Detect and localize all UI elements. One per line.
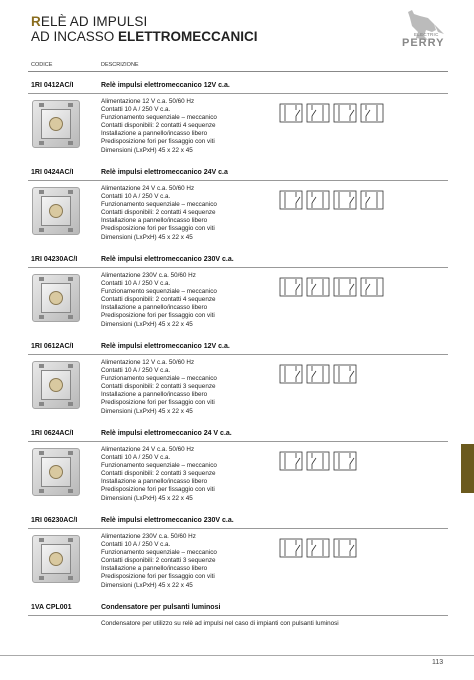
spec-line: Funzionamento sequenziale – meccanico (101, 201, 217, 209)
column-header-code: CODICE (31, 62, 53, 68)
terminal (39, 190, 44, 194)
spec-line: Alimentazione 12 V c.a. 50/60 Hz (101, 98, 195, 105)
terminal (39, 228, 44, 232)
product-specs (101, 98, 217, 155)
sequence-symbol (307, 539, 329, 557)
footer-divider (0, 655, 474, 656)
terminal (68, 228, 73, 232)
terminal (68, 489, 73, 493)
spec-line: Predisposizione fori per fissaggio con viti (101, 225, 215, 233)
product-divider (28, 528, 448, 529)
sequence-symbol (307, 191, 329, 209)
logo-name: PERRY (402, 37, 445, 49)
terminal (68, 190, 73, 194)
relay-knob (49, 378, 63, 392)
spec-line: Contatti disponibili: 2 contatti 3 sequenze (101, 383, 216, 391)
terminal (68, 451, 73, 455)
terminal (68, 103, 73, 107)
spec-line: Predisposizione fori per fissaggio con viti (101, 312, 215, 320)
spec-line: Dimensioni (LxPxH) 45 x 22 x 45 (101, 233, 193, 241)
product-code: 1RI 0424AC/I (31, 169, 74, 176)
spec-line: Funzionamento sequenziale – meccanico (101, 375, 217, 383)
product-code: 1RI 0624AC/I (31, 430, 74, 437)
contact-sequence-diagram (278, 190, 385, 210)
contact-sequence-diagram (278, 451, 358, 471)
sequence-symbol (280, 104, 302, 122)
accessory-divider (28, 615, 448, 616)
spec-line: Contatti 10 A / 250 V c.a. (101, 454, 171, 462)
terminal (39, 402, 44, 406)
accessory-code: 1VA CPL001 (31, 604, 72, 611)
spec-line: Contatti 10 A / 250 V c.a. (101, 106, 171, 114)
terminal (39, 364, 44, 368)
spec-line: Alimentazione 24 V c.a. 50/60 Hz (101, 185, 195, 192)
sequence-symbol (334, 452, 356, 470)
product-specs (101, 272, 217, 329)
terminal (68, 277, 73, 281)
spec-line: Contatti 10 A / 250 V c.a. (101, 367, 171, 375)
spec-line: Contatti disponibili: 2 contatti 3 sequenze (101, 470, 216, 478)
spec-line: Dimensioni (LxPxH) 45 x 22 x 45 (101, 581, 193, 589)
product-specs (101, 359, 217, 416)
spec-line: Contatti disponibili: 2 contatti 4 sequenze (101, 122, 216, 130)
spec-line: Funzionamento sequenziale – meccanico (101, 549, 217, 557)
contact-sequence-diagram (278, 103, 385, 123)
terminal (68, 538, 73, 542)
spec-line: Contatti disponibili: 2 contatti 4 sequenze (101, 209, 216, 217)
terminal (68, 315, 73, 319)
sequence-symbol (280, 191, 302, 209)
sequence-symbol (361, 104, 383, 122)
relay-product-photo (32, 100, 80, 148)
spec-line: Contatti disponibili: 2 contatti 3 sequenze (101, 557, 216, 565)
spec-line: Dimensioni (LxPxH) 45 x 22 x 45 (101, 320, 193, 328)
product-divider (28, 93, 448, 94)
relay-knob (49, 204, 63, 218)
spec-line: Installazione a pannello/incasso libero (101, 304, 208, 312)
spec-line: Dimensioni (LxPxH) 45 x 22 x 45 (101, 146, 193, 154)
spec-line: Alimentazione 24 V c.a. 50/60 Hz (101, 446, 195, 453)
product-divider (28, 267, 448, 268)
spec-line: Funzionamento sequenziale – meccanico (101, 462, 217, 470)
product-divider (28, 441, 448, 442)
product-divider (28, 354, 448, 355)
terminal (39, 277, 44, 281)
terminal (68, 364, 73, 368)
header-divider (28, 71, 448, 72)
relay-product-photo (32, 361, 80, 409)
column-header-description: DESCRIZIONE (101, 62, 139, 68)
sequence-symbol (307, 104, 329, 122)
spec-line: Predisposizione fori per fissaggio con viti (101, 486, 215, 494)
contact-sequence-diagram (278, 277, 385, 297)
spec-line: Contatti disponibili: 2 contatti 4 sequenze (101, 296, 216, 304)
logo-tagline: ELECTRIC (414, 32, 439, 37)
terminal (39, 451, 44, 455)
product-title: Relè impulsi elettromeccanico 230V c.a. (101, 517, 234, 524)
relay-product-photo (32, 274, 80, 322)
sequence-symbol (334, 365, 356, 383)
spec-line: Alimentazione 230V c.a. 50/60 Hz (101, 533, 196, 540)
product-title: Relè impulsi elettromeccanico 12V c.a. (101, 82, 230, 89)
sequence-symbol (307, 365, 329, 383)
product-title: Relè impulsi elettromeccanico 230V c.a. (101, 256, 234, 263)
spec-line: Funzionamento sequenziale – meccanico (101, 288, 217, 296)
spec-line: Installazione a pannello/incasso libero (101, 391, 208, 399)
product-title: Relè impulsi elettromeccanico 24V c.a (101, 169, 228, 176)
spec-line: Predisposizione fori per fissaggio con viti (101, 573, 215, 581)
spec-line: Predisposizione fori per fissaggio con viti (101, 399, 215, 407)
terminal (39, 538, 44, 542)
sequence-symbol (361, 191, 383, 209)
sequence-symbol (280, 278, 302, 296)
sequence-symbol (334, 191, 356, 209)
spec-line: Predisposizione fori per fissaggio con viti (101, 138, 215, 146)
accessory-title: Condensatore per pulsanti luminosi (101, 604, 221, 611)
sequence-symbol (307, 278, 329, 296)
product-specs (101, 446, 217, 503)
relay-knob (49, 291, 63, 305)
spec-line: Dimensioni (LxPxH) 45 x 22 x 45 (101, 494, 193, 502)
terminal (68, 402, 73, 406)
terminal (68, 576, 73, 580)
relay-product-photo (32, 448, 80, 496)
terminal (39, 489, 44, 493)
spec-line: Alimentazione 12 V c.a. 50/60 Hz (101, 359, 195, 366)
sequence-symbol (280, 365, 302, 383)
page-subtitle: AD INCASSO ELETTROMECCANICI (31, 29, 258, 44)
page-number: 113 (432, 659, 444, 666)
section-tab-marker (461, 444, 474, 493)
spec-line: Funzionamento sequenziale – meccanico (101, 114, 217, 122)
terminal (68, 141, 73, 145)
spec-line: Installazione a pannello/incasso libero (101, 478, 208, 486)
spec-line: Contatti 10 A / 250 V c.a. (101, 280, 171, 288)
relay-knob (49, 552, 63, 566)
product-divider (28, 180, 448, 181)
product-specs (101, 185, 217, 242)
product-title: Relè impulsi elettromeccanico 12V c.a. (101, 343, 230, 350)
contact-sequence-diagram (278, 538, 358, 558)
terminal (39, 315, 44, 319)
terminal (39, 103, 44, 107)
relay-knob (49, 117, 63, 131)
spec-line: Installazione a pannello/incasso libero (101, 565, 208, 573)
sequence-symbol (361, 278, 383, 296)
relay-knob (49, 465, 63, 479)
product-code: 1RI 0412AC/I (31, 82, 74, 89)
spec-line: Dimensioni (LxPxH) 45 x 22 x 45 (101, 407, 193, 415)
sequence-symbol (307, 452, 329, 470)
terminal (39, 576, 44, 580)
relay-product-photo (32, 187, 80, 235)
sequence-symbol (334, 539, 356, 557)
spec-line: Alimentazione 230V c.a. 50/60 Hz (101, 272, 196, 279)
page-title: RELÈ AD IMPULSI (31, 14, 148, 29)
spec-line: Installazione a pannello/incasso libero (101, 217, 208, 225)
spec-line: Contatti 10 A / 250 V c.a. (101, 193, 171, 201)
accessory-description: Condensatore per utilizzo su relè ad impulsi nel caso di impianti con pulsanti luminosi (101, 620, 339, 627)
sequence-symbol (334, 104, 356, 122)
terminal (39, 141, 44, 145)
product-specs (101, 533, 217, 590)
sequence-symbol (334, 278, 356, 296)
relay-product-photo (32, 535, 80, 583)
sequence-symbol (280, 539, 302, 557)
sequence-symbol (280, 452, 302, 470)
spec-line: Contatti 10 A / 250 V c.a. (101, 541, 171, 549)
product-code: 1RI 04230AC/I (31, 256, 78, 263)
spec-line: Installazione a pannello/incasso libero (101, 130, 208, 138)
contact-sequence-diagram (278, 364, 358, 384)
product-code: 1RI 0612AC/I (31, 343, 74, 350)
product-title: Relè impulsi elettromeccanico 24 V c.a. (101, 430, 232, 437)
product-code: 1RI 06230AC/I (31, 517, 78, 524)
